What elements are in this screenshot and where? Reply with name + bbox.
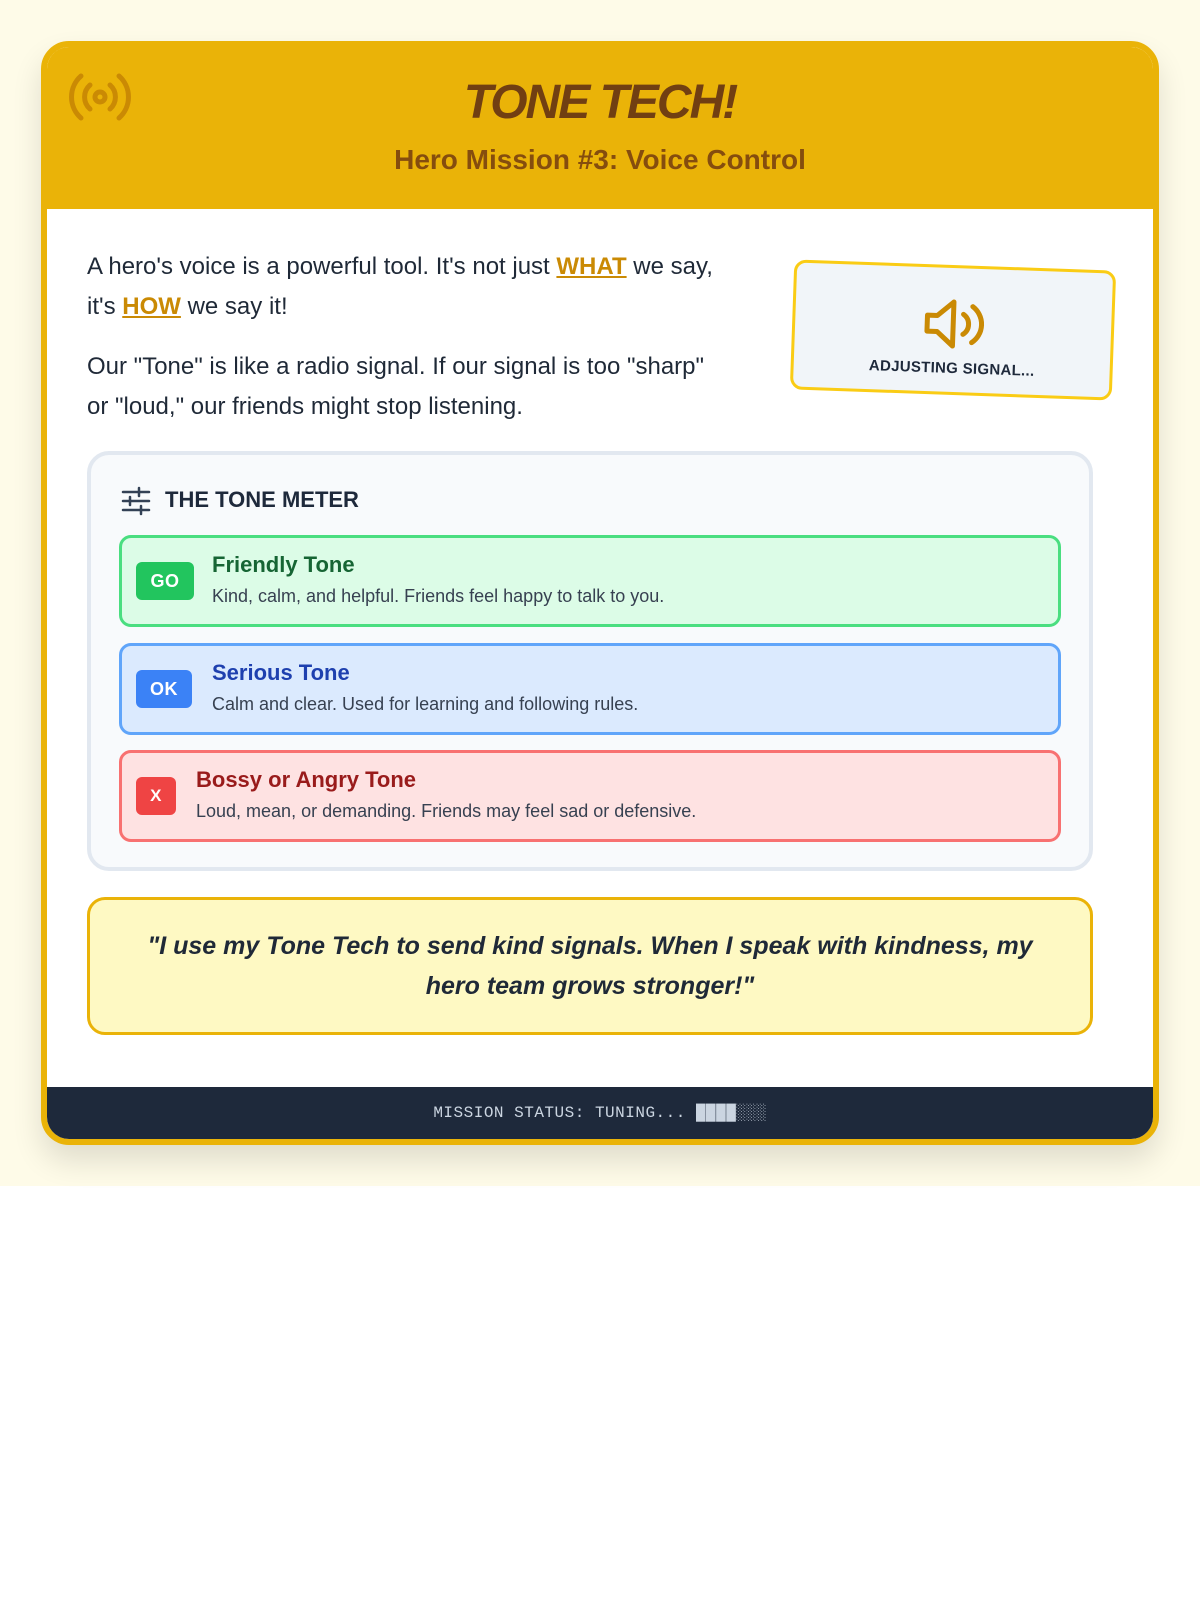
intro-paragraph-1 <box>87 247 727 327</box>
quote-text: "I use my Tone Tech to send kind signals. When I speak with kindness, my hero team grows stronger!" <box>147 932 1033 1000</box>
mission-status: MISSION STATUS: TUNING... ████░░░ <box>433 1104 767 1122</box>
signal-label: ADJUSTING SIGNAL... <box>868 357 1035 380</box>
tone-description: Calm and clear. Used for learning and following rules. <box>212 694 639 714</box>
page-subtitle: Hero Mission #3: Voice Control <box>394 144 806 175</box>
tone-name: Bossy or Angry Tone <box>196 767 417 792</box>
intro-paragraph-2: Our "Tone" is like a radio signal. If our signal is too "sharp" or "loud," our friends might stop listening. <box>87 353 705 420</box>
tone-name: Friendly Tone <box>212 552 355 577</box>
sliders-icon <box>121 486 151 516</box>
tone-name: Serious Tone <box>212 660 350 685</box>
tone-meter-title: THE TONE METER <box>165 487 359 512</box>
tone-item-serious <box>119 643 1061 735</box>
card-header <box>47 47 1153 209</box>
status-badge: GO <box>136 562 194 600</box>
tone-item-friendly <box>119 535 1061 627</box>
hero-quote <box>87 897 1093 1035</box>
intro-text-part: A hero's voice is a powerful tool. It's not just <box>87 253 557 280</box>
highlight-what: WHAT <box>556 253 627 280</box>
intro-text <box>87 247 727 447</box>
tone-description: Kind, calm, and helpful. Friends feel happy to talk to you. <box>212 586 665 606</box>
signal-card <box>790 259 1116 400</box>
tone-meter <box>87 451 1093 871</box>
highlight-how: HOW <box>122 293 181 320</box>
tone-item-bossy <box>119 750 1061 842</box>
status-badge: X <box>136 777 176 815</box>
status-footer <box>47 1087 1153 1139</box>
tone-description: Loud, mean, or demanding. Friends may feel sad or defensive. <box>196 801 697 821</box>
page-title: TONE TECH! <box>463 76 737 129</box>
speaker-icon <box>922 295 990 353</box>
status-badge: OK <box>136 670 192 708</box>
intro-text-part: we say it! <box>180 293 288 320</box>
mission-card <box>41 41 1159 1145</box>
intro-text-part: we say, it's <box>87 253 713 320</box>
